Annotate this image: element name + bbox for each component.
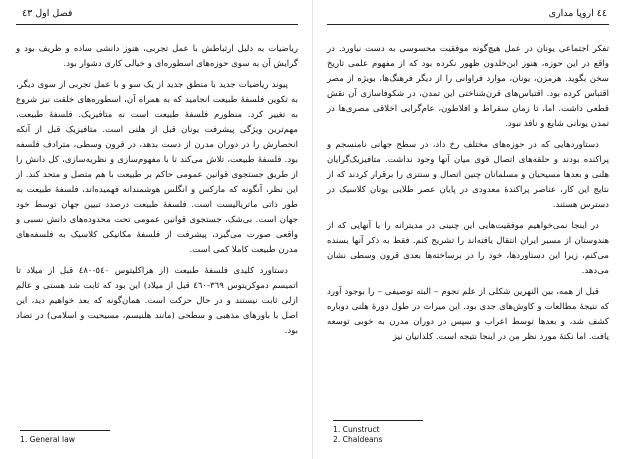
left-running-header: فصل اول ٤٣ [22, 8, 73, 19]
right-paragraph: تفکر اجتماعی یونان در عمل هیچ‌گونه موفقیت محسوسی به دست نیاورد. در واقع در این حوزه، هنوز ابن‌خلدون ظهور نکرده بود که از مفهوم علمی تاریخ سخن بگوید. هرمزن، یونان، موارد فراوانی را از دیگر فرهنگ‌ها، بویژه از مصر اقتباس کرده بود. اقتباس‌های قرن‌شناختی این تمدن، در شکوفاسازی آن نقش قطعی داشت. اما، تا زمان سقراط و افلاطون، عام‌گرایی اخلاقی مصری‌ها در تمدن یونانی شایع و نافذ نبود. [327, 44, 609, 129]
left-paragraph: ریاضیات به دلیل ارتباطش با عمل تجربی، هنوز دانشی ساده و ظریف بود و گرایش آن به سوی حوزه‌های اسطوره‌ای و خیالی کاری دشوار بود. [16, 44, 298, 69]
left-page [0, 0, 312, 459]
right-page [313, 0, 625, 459]
left-paragraph: دستاورد کلیدی فلسفهٔ طبیعت (از هراکلیتوس ٥٤٠-٤٨٠ قبل از میلاد تا اتمیسم دموکریتوس ٣٦٩-٤٦٠ قبل از میلاد) این بود که ثابت شد هستی و عالم ازلی ثابت نیستند و در حال حرکت است. همان‌گونه که بعد خواهیم دید، این اصل با باورهای مذهبی و سطحی (مانند هلنیسم، مسیحیت و اسلامی) در تضاد بود. [16, 266, 298, 336]
left-footnotes [20, 430, 292, 445]
right-footnote: 2. Chaldeans [333, 435, 383, 444]
right-running-header: ٤٤ اروپا مداری [548, 8, 607, 19]
right-footnotes [333, 420, 605, 445]
right-page-header [327, 6, 609, 28]
left-page-body [16, 42, 298, 339]
left-footnote: 1. General law [20, 435, 75, 444]
right-paragraph: دستاوردهایی که در حوزه‌های مختلف رخ داد، در سطح جهانی نامنسجم و پراکنده بودند و حلقه‌های اتصال قوی میان آنها وجود نداشت. متافیزیک‌گرایان هلنی و بعدها مسیحیان و مسلمانان چنین اتصال و سنتزی را برقرار کردند که از نتایج این کار، عناصر پراکندهٔ معدودی در پایان عصر طلایی یونان کلاسیک در دسترس هستند. [327, 140, 609, 210]
left-page-header [16, 6, 298, 28]
right-paragraph: در اینجا نمی‌خواهیم موفقیت‌هایی این چنینی در مدیترانه را با آنهایی که از هندوستان از مسیر ایران انتقال یافته‌اند را تشریح کنم. فقط به ذکر آنها بسنده می‌کنم، زیرا این دستاوردها، خود را در برساخته‌ها بعدی قرون وسطی نشان می‌دهد. [327, 221, 609, 276]
right-footnote-rule [333, 420, 423, 421]
left-footnote-rule [20, 430, 110, 431]
right-paragraph: قبل از همه، بین النهرین شکلی از علم نجوم – البته توصیفی – را بوجود آورد که نتیجهٔ مطالعات و کاوش‌های جدی بود. این میراث در طول دورهٔ هلنی دوباره کشف شد، و بعدها توسط اعراب و سپس در دوران مدرن به خوبی توسعه یافت. اما نکتهٔ مورد نظر من در اینجا نتیجه است. کلدانیان نیز [327, 287, 609, 342]
right-footnote: 1. Cunstruct [333, 425, 380, 434]
right-page-body [327, 42, 609, 345]
left-header-rule [16, 24, 298, 25]
left-paragraph: پیوند ریاضیات جدید با منطق جدید از یک سو و با عمل تجربی از سوی دیگر، به تکوین فلسفهٔ طبیعت انجامید که به همراه آن، اسطوره‌های خلقت نیز شروع به تغییر کرد. منظورم فلسفهٔ طبیعت است نه متافیزیک. فلسفهٔ طبیعت، مهم‌ترین ویژگی پیشرفت یونان قبل از هلنی است. متافیزیک قبل از آنکه انحصارش را در دوران مدرن از دست بدهد، در قرون وسطی، مترادف فلسفه بود. فلسفهٔ طبیعت، تلاش می‌کند تا با مفهوم‌سازی و نظریه‌سازی، کل دانش را از طریق جستجوی قوانین عمومی حاکم بر طبیعت با هم متصل و متحد کند. از این نظر، آنگونه که مارکس و انگلس هوشمندانه فهمیده‌اند، فلسفهٔ طبیعت به طور ذاتی ماتریالیست است. فلسفهٔ طبیعت درصدد تبیین جهان توسط خود جهان است. بی‌شک، جستجوی قوانین عمومی تحت محدوده‌های دانش نسبی و واقعی صورت می‌گیرد، پیشرفت از فلسفهٔ مکانیکی کلاسیک به فلسفه‌های مدرن طبیعت کاملا کمی است. [16, 80, 298, 255]
right-header-rule [327, 24, 609, 25]
